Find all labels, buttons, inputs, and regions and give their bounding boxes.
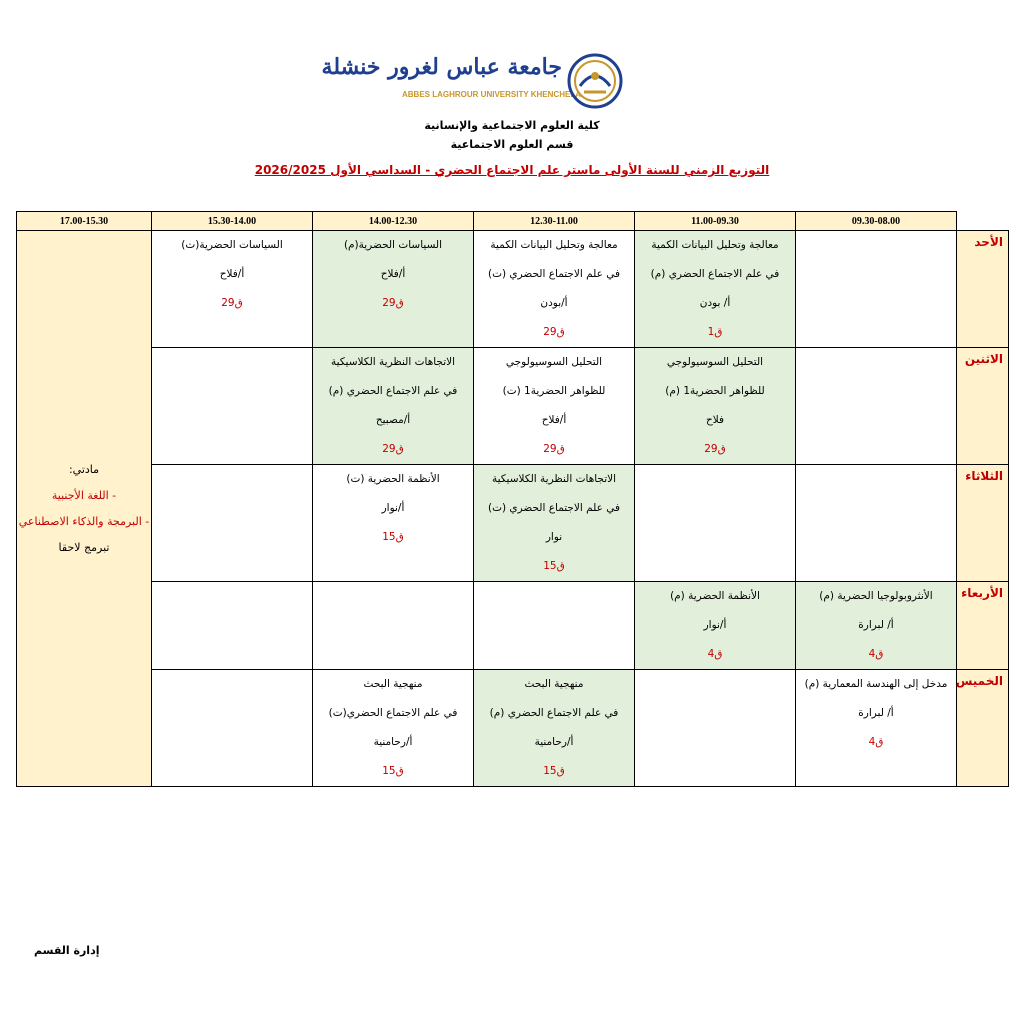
course-name: مدخل إلى الهندسة المعمارية (م) <box>804 678 948 690</box>
empty-slot <box>313 582 474 670</box>
course-name: السياسات الحضرية(م) <box>343 239 443 251</box>
time-slot-header: 17.00-15.30 <box>17 212 152 231</box>
day-row-thursday <box>17 670 1009 787</box>
course-name: الأنظمة الحضرية (ت) <box>346 473 440 485</box>
room: ق15 <box>543 560 565 572</box>
course-name: منهجية البحث <box>363 678 423 690</box>
class-slot <box>313 231 474 348</box>
day-row-wednesday <box>17 582 1009 670</box>
timetable <box>16 211 1009 787</box>
room: ق29 <box>221 297 243 309</box>
instructor: أ/نوار <box>381 502 405 514</box>
day-label: الثلاثاء <box>957 465 1009 582</box>
course-name: الاتجاهات النظرية الكلاسيكية <box>491 473 617 485</box>
course-name: منهجية البحث <box>524 678 584 690</box>
course-name: معالجة وتحليل البيانات الكمية <box>651 239 779 251</box>
course-name: الاتجاهات النظرية الكلاسيكية <box>330 356 456 368</box>
room: ق29 <box>543 326 565 338</box>
logo-arabic-name: جامعة عباس لغرور خنشلة <box>321 54 562 80</box>
instructor: أ/رحامنية <box>373 736 413 748</box>
empty-slot <box>796 348 957 465</box>
room: ق29 <box>382 297 404 309</box>
course-name: التحليل السوسيولوجي <box>505 356 603 368</box>
instructor: أ/فلاح <box>380 268 406 280</box>
instructor: أ/مصبيح <box>375 414 411 426</box>
room: ق15 <box>382 765 404 777</box>
instructor: أ/ لبرارة <box>858 619 894 631</box>
instructor: أ/ لبرارة <box>858 707 894 719</box>
course-name: الأنثروبولوجيا الحضرية (م) <box>819 590 933 602</box>
class-slot <box>474 348 635 465</box>
course-name: معالجة وتحليل البيانات الكمية <box>490 239 618 251</box>
university-logo <box>321 52 626 114</box>
university-emblem-icon <box>566 52 624 110</box>
class-slot <box>474 465 635 582</box>
class-slot <box>152 231 313 348</box>
room: ق4 <box>707 648 723 660</box>
course-detail: في علم الاجتماع الحضري (م) <box>328 385 458 397</box>
room: ق15 <box>382 531 404 543</box>
time-slot-header: 15.30-14.00 <box>152 212 313 231</box>
instructor: أ/فلاح <box>541 414 567 426</box>
room: ق29 <box>382 443 404 455</box>
class-slot <box>796 582 957 670</box>
empty-slot <box>635 465 796 582</box>
course-detail: في علم الاجتماع الحضري(ت) <box>328 707 458 719</box>
day-row-tuesday <box>17 465 1009 582</box>
room: ق4 <box>868 736 884 748</box>
course-name: التحليل السوسيولوجي <box>666 356 764 368</box>
department-administration: إدارة القسم <box>34 944 100 957</box>
corner-cell <box>957 212 1009 231</box>
instructor: نوار <box>545 531 563 543</box>
empty-slot <box>796 231 957 348</box>
class-slot <box>313 465 474 582</box>
instructor: أ/رحامنية <box>534 736 574 748</box>
course-detail: في علم الاجتماع الحضري (ت) <box>487 502 621 514</box>
class-slot <box>313 670 474 787</box>
room: ق29 <box>704 443 726 455</box>
day-row-monday <box>17 348 1009 465</box>
room: ق15 <box>543 765 565 777</box>
time-header-row <box>17 212 1009 231</box>
empty-slot <box>152 465 313 582</box>
time-slot-header: 12.30-11.00 <box>474 212 635 231</box>
empty-slot <box>796 465 957 582</box>
course-detail: للظواهر الحضرية1 (ت) <box>502 385 606 397</box>
empty-slot <box>152 582 313 670</box>
empty-slot <box>152 670 313 787</box>
extra-subject: - اللغة الأجنبية <box>51 488 117 502</box>
instructor: فلاح <box>705 414 725 426</box>
logo-english-name: ABBES LAGHROUR UNIVERSITY KHENCHELA <box>402 90 581 99</box>
time-slot-header: 14.00-12.30 <box>313 212 474 231</box>
class-slot <box>635 582 796 670</box>
department-name: قسم العلوم الاجتماعية <box>450 138 574 151</box>
course-name: السياسات الحضرية(ت) <box>181 239 283 251</box>
day-label: الأربعاء <box>957 582 1009 670</box>
course-detail: في علم الاجتماع الحضري (ت) <box>487 268 621 280</box>
extra-note: تبرمج لاحقا <box>58 540 110 554</box>
extra-label: مادتي: <box>68 462 100 476</box>
course-detail: في علم الاجتماع الحضري (م) <box>650 268 780 280</box>
faculty-name: كلية العلوم الاجتماعية والإنسانية <box>424 119 600 132</box>
time-slot-header: 09.30-08.00 <box>796 212 957 231</box>
class-slot <box>635 348 796 465</box>
empty-slot <box>635 670 796 787</box>
instructor: أ/نوار <box>703 619 727 631</box>
instructor: أ/فلاح <box>219 268 245 280</box>
class-slot <box>474 231 635 348</box>
instructor: أ/ بودن <box>699 297 731 309</box>
empty-slot <box>152 348 313 465</box>
schedule-title: التوزيع الزمني للسنة الأولى ماستر علم الاجتماع الحضري - السداسي الأول 2026/2025 <box>254 163 770 177</box>
room: ق4 <box>868 648 884 660</box>
instructor: أ/بودن <box>540 297 568 309</box>
day-label: الاثنين <box>957 348 1009 465</box>
class-slot <box>474 670 635 787</box>
class-slot <box>313 348 474 465</box>
day-row-sunday <box>17 231 1009 348</box>
day-label: الخميس <box>957 670 1009 787</box>
room: ق1 <box>707 326 723 338</box>
course-detail: للظواهر الحضرية1 (م) <box>665 385 765 397</box>
extra-subject: - البرمجة والذكاء الاصطناعي <box>18 514 150 528</box>
time-slot-header: 11.00-09.30 <box>635 212 796 231</box>
room: ق29 <box>543 443 565 455</box>
day-label: الأحد <box>957 231 1009 348</box>
course-detail: في علم الاجتماع الحضري (م) <box>489 707 619 719</box>
class-slot <box>796 670 957 787</box>
course-name: الأنظمة الحضرية (م) <box>670 590 760 602</box>
class-slot <box>635 231 796 348</box>
extra-subjects-cell <box>17 231 152 787</box>
empty-slot <box>474 582 635 670</box>
